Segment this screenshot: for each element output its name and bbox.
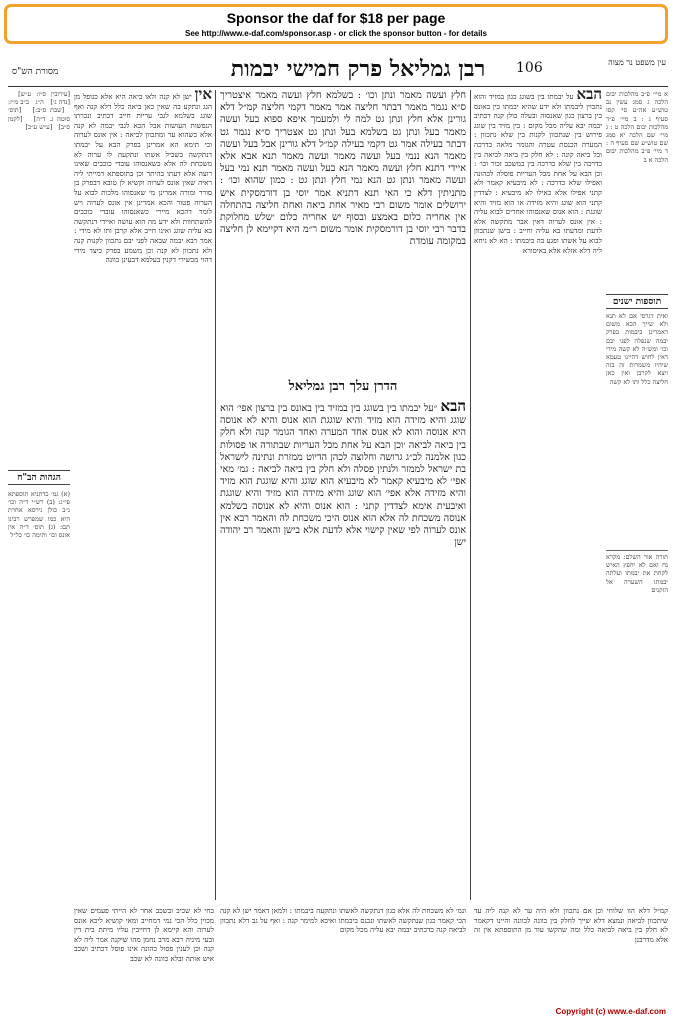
page-title: רבן גמליאל פרק חמישי יבמות (230, 56, 486, 82)
tractate-label: מסורת הש"ס (12, 67, 59, 77)
tosafot-yeshanim-text: ואית דגרסי אם לא תנא ולא שייך הכא משום דאמרינן ביבמות בפרק יבמה שנפלה לפני יבם וכו׳ ומש״ה לא קשה מידי דאין לחוש דהיינו טעמא שיהיו משמרות זה בזה ויצא לקרבן ואין כאן חליצה כלל ותו לא קשה (606, 312, 668, 386)
hagahot-text: (א) גמ׳ כדתניא תוספתא פי״ג: (ב) רש״י ד״ה וכו׳ נ״ב כולן גירסא אחרת היא כמו שמפרש רבינו תם: (ג) תוס׳ ד״ה אין אונס וכו׳ ותימה כו׳ כל״ל (8, 490, 70, 540)
torah-ohr-text: תורה אור השלם: מקרא נח ואם לא יחפץ האיש לקחת את יבמתו ועלתה יבמתו השערה אל הזקנים (606, 553, 668, 594)
bottom-right-text: קמ״ל דלא הוו שלוחי וכן אם נתכוון ולא היה ער לא קנה ליה עד שיתכוון לביאה ונמצא דלא שייך לחלק בין כוונה לכוונה והיינו דקאמר לא חלק בין ביאה לביאה כלל ומה שהקשו עוד מן התוספתא אין זה אלא מדרבנן (474, 906, 668, 944)
ein-mishpat-text: א מיי׳ פ״ב מהלכות יבום הלכה ג סמג עשין נב טוש״ע אה״ע סי׳ קסו סעיף ג : ב מיי׳ פ״ד מהלכות יבום הלכה ט : ג מיי׳ שם הלכה יא סמג שם טוש״ע שם סעיף ה : ד מיי׳ פ״ב מהלכות יבום הלכה א ב (606, 90, 668, 164)
hagahot-heading: הגהות הב"ח (8, 470, 70, 485)
column-divider-right (470, 90, 471, 900)
tosafot-yeshanim-column (606, 312, 668, 542)
page-header (8, 56, 668, 87)
bottom-left-commentary (74, 906, 214, 1002)
sponsor-banner[interactable] (4, 4, 668, 44)
rashi-text: על יבמתו בין בשוגג כגון במזיד והוא נתכוין ליבמתו ולא ידע שהיא יבמתו בין באונס בין ברצון כגון שאנסוה ובעלה כולן קנה דכתיב יבמה יבא עליה מכל מקום : בין מזיד בין שוגג פירוש בין שנתכוון לקנות בין שלא נתכוון : המערה הכנסת עטרה והגומר מלאה כדרכה וכל ביאה קונה : לא חלק בין ביאה לביאה בין כדרכה בין שלא כדרכה בין במשכב זכור וכו׳ : וכן הבא על אחת מכל העריות פוסלה לכהונה ואפילו שלא כדרכה : לא מיבעיא קאמר ולא קתני אפילו אלא כאילו לא מיבעיא : לצדדין קתני הוא שוגג והיא מזידה או הוא מזיד והיא שוגגת : הוא אנוס שאנסוהו אחרים לבוא עליה : אין אונס לערוה דאין אבר מתקשה אלא לדעת ומדעתו בא עליה וחייב : בישן שנתכוון לבוא על אשתו ופגע בה ביבמתו : הא לא ניחא ליה דלא אזלא אלא באיסורא (474, 92, 602, 255)
tosafot-lead-word: אין (194, 90, 212, 103)
bottom-middle-commentary (220, 906, 466, 1002)
gemara-mishnah (220, 400, 466, 900)
masoret-hashas (8, 90, 70, 470)
bottom-left-text: בחי לא שכיב ובשכב אחר לא הייתי פעמים שאין מכוין כלל הכי נמי דמחייב ומאי קושיא ליכא אונס לערוה והא קיימא לן דחייבין עליו מיתת בית דין ובעי מיניה רבא מרב נחמן מהו שיקנה אמר ליה לא קנה וכן לענין פסול כהונה אינו פוסל דכתיב ושכב איש אותה ובלא כוונה לא שכב (74, 906, 214, 963)
gemara-top-text: חלץ ועשה מאמר ונתן וכו׳ : בשלמא חלץ ועשה מאמר איצטריך ס״א נגמר מאמר דבתר חליצה אמר מאמר דקמי חליצה קמ״ל דלא גורינן אלא חלץ ונתן גט למה לי ולמעמך איפא ספוא בעל ועשה מאמר בעל ונתן גט בשלמא בעל ונתן גט אצטריך ס״א נגמר גט דבתר בעילה אמר גט דקמי בעילה קמ״ל דלא גורינן אבל בעל ועשה מאמר הנא ננמי בעל ועשה מאמר ועשה מאמר תנא אבא אלא איידי דתנא חלץ ועשה מאמר הנא בעל ועשה מאמר תנא נמי בעל ועשה מאמר ונתן גט הנא נמי חלץ ונתן גט : כמון שהוא וכו׳ : מתניתין דלא כי האי תנא דתניא אמר יוסי בן דורמסקית איש ירושלים אומר משום רבי מאיר אחת ביאה ואחת חליצה בהתחלה אין אחריה כלום באמצע ובסוף יש אחריה כלום ׳שלש מחלוקת בדבר רבי יוסי בן דורמסקית אומר משום ר״מ היא דקיימא לן חליצה במקומה עומדת (220, 90, 466, 248)
ein-mishpat-column (606, 90, 668, 290)
masoret-text: [עירובין ס״ו: ע״ש] [נדה ג׳] ה״ג ב״ב מ״ז: [שבת ס״ב:] [תוס׳ סוטה ג. ד״ה] [לקמן ס״ב] [ע״ש ע״ב] (8, 90, 70, 131)
ein-mishpat-heading: עין משפט נר מצוה (608, 58, 666, 67)
hadran-heading: הדרן עלך רבן גמליאל (288, 379, 398, 394)
rashi-lead-word: הבא (576, 90, 602, 103)
column-divider-left (215, 90, 216, 900)
bottom-right-commentary (474, 906, 668, 1002)
tosafot-yeshanim-heading: תוספות ישנים (606, 294, 668, 309)
torah-ohr-column (606, 550, 668, 713)
sponsor-link-text[interactable]: See http://www.e-daf.com/sponsor.asp - or click the sponsor button - for details (185, 29, 487, 38)
bottom-middle-text: ונמ׳ לא משכחת לה אלא כגון דנתקשה לאשתו ונתקעה ביבמתו : ולמאן דאמר ישן לא קנה הכי קאמר כגון שנתקשה לאשתו ונכנס ביבמתו ואיכא למימר קנה : ואף על גב דלא נתכוון לביאה קנה כדכתיב יבמה יבא עליה מכל מקום (220, 906, 466, 935)
gemara-mishnah-text: ״על יבמתו בין בשוגג בין במזיד בין באונס בין ברצון אפי׳ הוא שוגג והיא מזידה הוא מזיד והיא שוגגת הוא אנוס והיא לא אנוסה היא אנוסה והוא לא אנוס אחד המערה ואחד הגומר קנה ולא חלק בין ביאה לביאה ׳וכן הבא על אחת מכל העריות שבתורה או פסולות כגון אלמנה לכ״ג גרושה וחלוצה לכהן הדיוט ממזרת ונתינה לישראל בת ישראל לממזר ולנתין פסלה ולא חלק בין ביאה לביאה : גמ׳ מאי אפי׳ לא מיבעיא קאמר לא מיבעיא הוא שוגג והיא שוגגת הוא מזיד והיא מזידה אלא אפי׳ הוא שוגג והיא מזידה הוא מזיד והיא שוגגת ואיבעית אימא לצדדין קתני : הוא אנוס והיא לא אנוסה בשלמא אנוסה משכחת לה אלא הוא אנוס היכי משכחת לה והאמר רבא אין אונס לערוה לפי שאין קישוי אלא לדעת אלא בישן והאמר רב יהודה ישן (220, 403, 466, 549)
hagahot-habach (8, 490, 70, 690)
copyright-notice: Copyright (c) www.e-daf.com (555, 1007, 666, 1016)
tosafot-text: ישן לא קנה ולאו ביאה היא אלא כנופל מן הגג ונתקע בה שאין כאן ביאה כלל דלא קנה ואף שוגג בשלמא לגבי עריות חייב דכתיב ונכרתו הנפשות העושות אבל הכא לגבי יבמה לא קנה אלא כשהוא ער ומתכוון לביאה : אין אונס לערוה וכי תימא הא אמרינן בפרק הבא על יבמתו דנתקשה בשביל אשתו ונתקעה לו ערוה לא משכחת לה אלא כשאנסוהו עובדי כוכבים שאינו רוצה אלא דעתו בהיתר וכן בתוספתא דמייתי ליה ראיה שאין אונס לערוה וקשיא לן טובא דבפרק בן סורר ומורה אמרינן מי שאנסוהו מלכות לבוא על הערוה פטור והכא אמרינן אין אונס לערוה ויש לומר דהכא מיירי כשאנסוהו עובדי כוכבים להשתחוות ולא ידע מה הוא עושה ואיידי דנתקשה בא עליה שוגג ואינו חייב אלא קרבן ותו לא מידי : אמר רבא יבמה שבאה לפני יבם נתכוון לקנות קנה ולא נתכוון לא קנה וכן משמע בפרק כיצד מידי דהוי מכשירי דקנין בעלמא דבעינן כוונה (74, 92, 212, 265)
daf-page (8, 50, 668, 1006)
mishnah-lead-word: הבא (440, 400, 466, 415)
page-number: 106 (516, 60, 543, 76)
rashi-column (474, 90, 602, 902)
gemara-top (220, 90, 466, 376)
tosafot-column (74, 90, 212, 902)
sponsor-headline: Sponsor the daf for $18 per page (226, 10, 446, 26)
